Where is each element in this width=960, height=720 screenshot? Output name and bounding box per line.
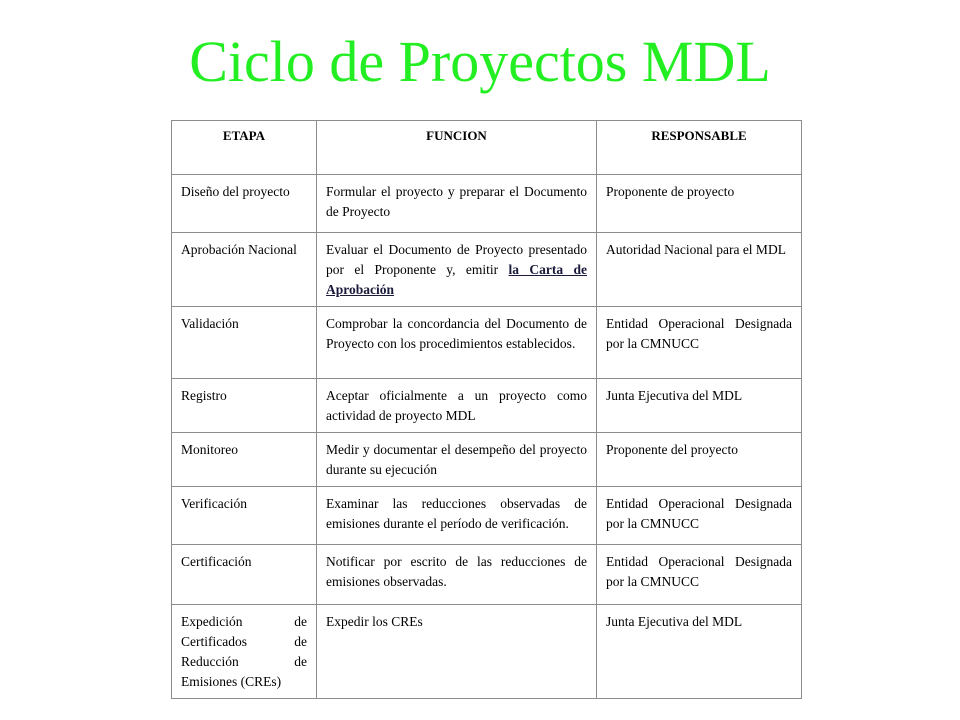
cell-funcion: Medir y documentar el desempeño del proyecto durante su ejecución xyxy=(317,433,597,487)
table-row xyxy=(172,233,802,307)
cell-responsable: Entidad Operacional Designada por la CMNUCC xyxy=(597,545,802,605)
cell-funcion-text: Evaluar el Documento de Proyecto presentado por el Proponente y, emitir xyxy=(326,242,587,277)
table-row xyxy=(172,379,802,433)
cell-responsable: Entidad Operacional Designada por la CMNUCC xyxy=(597,307,802,379)
cell-etapa: Verificación xyxy=(172,487,317,545)
cell-etapa: Validación xyxy=(172,307,317,379)
cell-funcion: Aceptar oficialmente a un proyecto como actividad de proyecto MDL xyxy=(317,379,597,433)
table-row xyxy=(172,487,802,545)
cell-responsable: Proponente del proyecto xyxy=(597,433,802,487)
cell-etapa: Diseño del proyecto xyxy=(172,175,317,233)
project-cycle-table xyxy=(171,120,802,699)
column-header-funcion: FUNCION xyxy=(317,121,597,175)
cell-etapa: Registro xyxy=(172,379,317,433)
cell-funcion xyxy=(317,233,597,307)
table-row xyxy=(172,175,802,233)
cell-responsable: Proponente de proyecto xyxy=(597,175,802,233)
cell-etapa: Monitoreo xyxy=(172,433,317,487)
cell-funcion: Expedir los CREs xyxy=(317,605,597,699)
cell-funcion: Formular el proyecto y preparar el Documento de Proyecto xyxy=(317,175,597,233)
cell-etapa: Aprobación Nacional xyxy=(172,233,317,307)
cell-funcion: Examinar las reducciones observadas de emisiones durante el período de verificación. xyxy=(317,487,597,545)
table-header-row xyxy=(172,121,802,175)
table-row xyxy=(172,307,802,379)
table-row xyxy=(172,433,802,487)
column-header-etapa: ETAPA xyxy=(172,121,317,175)
cell-responsable: Entidad Operacional Designada por la CMNUCC xyxy=(597,487,802,545)
cell-etapa: Expedición de Certificados de Reducción de Emisiones (CREs) xyxy=(172,605,317,699)
cell-responsable: Junta Ejecutiva del MDL xyxy=(597,379,802,433)
page-title: Ciclo de Proyectos MDL xyxy=(189,29,771,94)
cell-responsable: Junta Ejecutiva del MDL xyxy=(597,605,802,699)
cell-funcion: Comprobar la concordancia del Documento de Proyecto con los procedimientos establecidos. xyxy=(317,307,597,379)
table-row xyxy=(172,605,802,699)
column-header-responsable: RESPONSABLE xyxy=(597,121,802,175)
carta-aprobacion-link[interactable]: la Carta de Aprobación xyxy=(326,262,588,297)
cell-funcion: Notificar por escrito de las reducciones de emisiones observadas. xyxy=(317,545,597,605)
table-row xyxy=(172,545,802,605)
cell-responsable: Autoridad Nacional para el MDL xyxy=(597,233,802,307)
cell-etapa: Certificación xyxy=(172,545,317,605)
